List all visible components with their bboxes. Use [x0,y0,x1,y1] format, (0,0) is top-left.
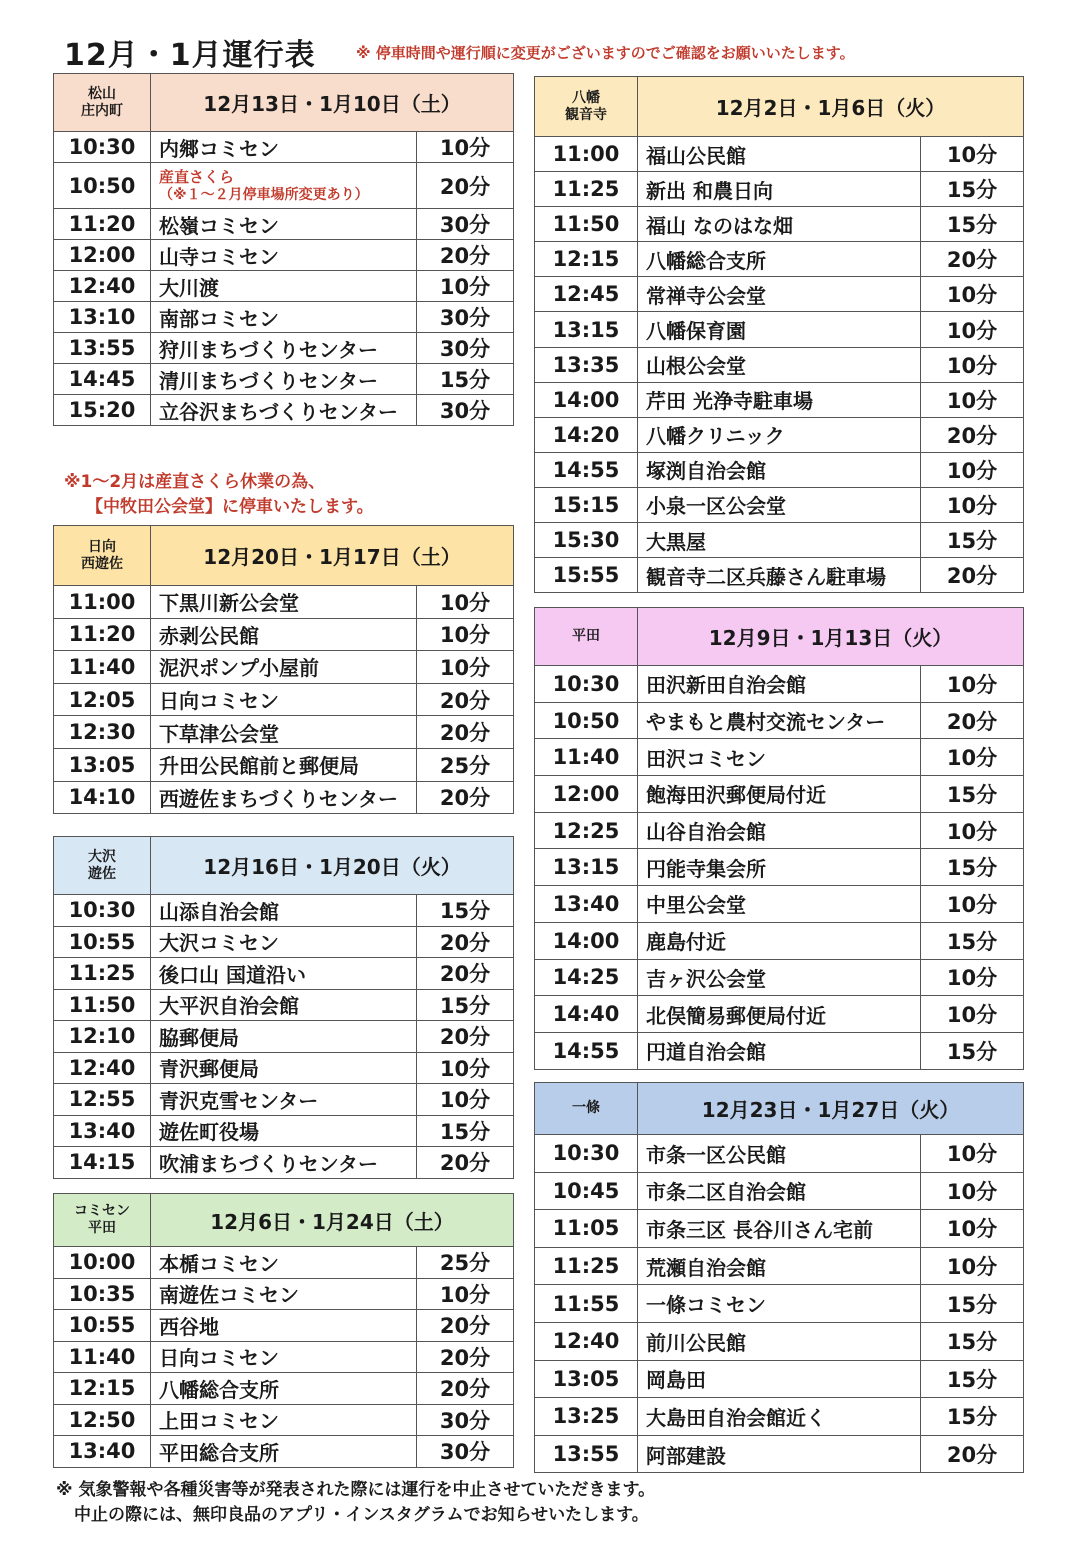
stop-duration: 20分 [417,683,514,716]
stop-duration: 20分 [921,417,1024,452]
stop-name: 観音寺二区兵藤さん駐車場 [638,558,921,593]
stop-time: 10:55 [54,926,151,958]
stop-row [54,895,514,927]
stop-duration: 15分 [417,364,514,395]
stop-row [535,959,1024,996]
stop-name: 一條コミセン [638,1285,921,1323]
stop-name: 遊佐町役場 [151,1115,417,1147]
stop-name [151,163,417,209]
route-dates: 12月9日・1月13日（火） [638,608,1024,666]
route-area-name: コミセン 平田 [54,1194,151,1247]
stop-duration: 15分 [417,895,514,927]
stop-row [535,1360,1024,1398]
stop-duration: 10分 [921,487,1024,522]
route-dates: 12月6日・1月24日（土） [151,1194,514,1247]
stop-name: 新出 和農日向 [638,172,921,207]
stop-row [54,748,514,781]
stop-duration: 10分 [417,271,514,302]
sakura-note-line1: ※1～2月は産直さくら休業の為、 [64,472,326,492]
stop-row [54,716,514,749]
stop-row [54,271,514,302]
stop-row [535,452,1024,487]
stop-time: 13:15 [535,849,638,886]
stop-time: 12:45 [535,277,638,312]
route-area-name: 松山 庄内町 [54,74,151,132]
route-area-name: 大沢 遊佐 [54,837,151,895]
stop-row [535,242,1024,277]
stop-duration: 20分 [921,558,1024,593]
stop-name: 八幡総合支所 [151,1373,417,1405]
stop-time: 13:05 [535,1360,638,1398]
stop-time: 13:25 [535,1398,638,1436]
stop-time: 15:55 [535,558,638,593]
stop-time: 10:30 [54,895,151,927]
stop-row [54,1341,514,1373]
stop-name-remark: （※１～２月停車場所変更あり） [159,186,369,203]
stop-name: 田沢新田自治会館 [638,666,921,703]
stop-duration: 15分 [921,207,1024,242]
stop-duration: 10分 [417,651,514,684]
route-header [54,74,514,132]
stop-row [535,1435,1024,1473]
route-table-yawata [534,76,1024,593]
stop-time: 13:40 [535,886,638,923]
route-area-name: 八幡 観音寺 [535,77,638,137]
stop-duration: 20分 [417,1147,514,1179]
stop-duration: 10分 [921,886,1024,923]
stop-name: 西谷地 [151,1310,417,1342]
stop-time: 11:25 [535,1247,638,1285]
stop-row [54,1021,514,1053]
stop-name: 大平沢自治会館 [151,989,417,1021]
stop-time: 14:00 [535,382,638,417]
stop-row [54,333,514,364]
route-header [535,77,1024,137]
route-area-name: 平田 [535,608,638,666]
stop-duration: 15分 [921,523,1024,558]
page-title: 12月・1月運行表 [64,38,316,73]
stop-time: 11:40 [54,1341,151,1373]
stop-duration: 15分 [921,849,1024,886]
stop-row [535,277,1024,312]
stop-row [54,989,514,1021]
stop-row [54,1247,514,1279]
stop-time: 11:50 [54,989,151,1021]
stop-time: 13:55 [535,1435,638,1473]
stop-time: 12:05 [54,683,151,716]
stop-name: 常禅寺公会堂 [638,277,921,312]
route-dates: 12月2日・1月6日（火） [638,77,1024,137]
stop-row [54,395,514,426]
stop-time: 14:55 [535,452,638,487]
stop-duration: 15分 [921,172,1024,207]
stop-time: 15:20 [54,395,151,426]
stop-name: 泥沢ポンプ小屋前 [151,651,417,684]
stop-time: 11:40 [535,739,638,776]
stop-duration: 20分 [417,163,514,209]
stop-row [535,347,1024,382]
route-area-name: 一條 [535,1083,638,1135]
stop-duration: 20分 [417,1310,514,1342]
stop-row [535,812,1024,849]
route-header [54,526,514,586]
stop-row [535,849,1024,886]
stop-time: 13:40 [54,1436,151,1468]
stop-name: 大島田自治会館近く [638,1398,921,1436]
stop-time: 11:05 [535,1210,638,1248]
stop-duration: 20分 [921,1435,1024,1473]
stop-name: 山根公会堂 [638,347,921,382]
stop-duration: 10分 [417,1084,514,1116]
stop-duration: 10分 [921,277,1024,312]
stop-row [54,1147,514,1179]
stop-row [54,683,514,716]
stop-duration: 15分 [921,1032,1024,1069]
route-dates: 12月13日・1月10日（土） [151,74,514,132]
stop-row [54,364,514,395]
stop-row [535,1322,1024,1360]
stop-name: 平田総合支所 [151,1436,417,1468]
stop-name: 下草津公会堂 [151,716,417,749]
stop-row [535,558,1024,593]
stop-time: 12:55 [54,1084,151,1116]
stop-row [535,1247,1024,1285]
stop-row [54,1373,514,1405]
stop-row [535,523,1024,558]
stop-row [535,1210,1024,1248]
stop-duration: 15分 [921,922,1024,959]
stop-duration: 10分 [921,347,1024,382]
stop-duration: 10分 [417,132,514,163]
stop-duration: 10分 [417,618,514,651]
stop-name: 日向コミセン [151,1341,417,1373]
stop-row [535,137,1024,172]
stop-duration: 25分 [417,1247,514,1279]
stop-duration: 30分 [417,1436,514,1468]
stop-duration: 20分 [921,242,1024,277]
stop-name-main: 産直さくら [159,167,235,186]
stop-name: 狩川まちづくりセンター [151,333,417,364]
stop-time: 11:00 [54,586,151,619]
stop-name: 北俣簡易郵便局付近 [638,996,921,1033]
stop-name: 市条一区公民館 [638,1135,921,1173]
stop-duration: 15分 [921,1398,1024,1436]
stop-name: 鹿島付近 [638,922,921,959]
stop-time: 14:45 [54,364,151,395]
stop-duration: 10分 [921,666,1024,703]
stop-duration: 10分 [921,1172,1024,1210]
stop-time: 12:50 [54,1404,151,1436]
stop-name: 青沢郵便局 [151,1052,417,1084]
stop-time: 12:15 [54,1373,151,1405]
stop-row [535,886,1024,923]
stop-duration: 15分 [921,1285,1024,1323]
route-table-komisen [53,1193,514,1468]
stop-duration: 10分 [417,586,514,619]
stop-row [54,1404,514,1436]
stop-name: 日向コミセン [151,683,417,716]
stop-name: 吹浦まちづくりセンター [151,1147,417,1179]
stop-time: 12:40 [54,271,151,302]
stop-row [54,1278,514,1310]
stop-row [54,1084,514,1116]
stop-name: 小泉一区公会堂 [638,487,921,522]
stop-name: 八幡保育園 [638,312,921,347]
stop-time: 11:50 [535,207,638,242]
stop-time: 13:40 [54,1115,151,1147]
stop-time: 11:25 [535,172,638,207]
stop-row [535,1285,1024,1323]
stop-name: 清川まちづくりセンター [151,364,417,395]
stop-time: 10:50 [54,163,151,209]
route-dates: 12月20日・1月17日（土） [151,526,514,586]
stop-time: 11:55 [535,1285,638,1323]
stop-name: 西遊佐まちづくりセンター [151,781,417,814]
stop-time: 14:25 [535,959,638,996]
route-table-hirata [534,607,1024,1070]
stop-name: 下黒川新公会堂 [151,586,417,619]
stop-row [535,1135,1024,1173]
stop-name: 山添自治会館 [151,895,417,927]
stop-time: 14:00 [535,922,638,959]
stop-time: 12:10 [54,1021,151,1053]
stop-duration: 30分 [417,333,514,364]
sakura-closure-note [64,470,374,520]
stop-duration: 30分 [417,1404,514,1436]
stop-name: 本楯コミセン [151,1247,417,1279]
stop-row [54,1052,514,1084]
stop-name: 飽海田沢郵便局付近 [638,776,921,813]
stop-name: 南部コミセン [151,302,417,333]
stop-row [54,651,514,684]
stop-duration: 10分 [417,1278,514,1310]
stop-name: 荒瀬自治会館 [638,1247,921,1285]
stop-name: 吉ヶ沢公会堂 [638,959,921,996]
stop-time: 13:55 [54,333,151,364]
stop-name: 内郷コミセン [151,132,417,163]
stop-name: 立谷沢まちづくりセンター [151,395,417,426]
stop-duration: 10分 [417,1052,514,1084]
stop-name: 福山 なのはな畑 [638,207,921,242]
stop-row [54,781,514,814]
route-table-matsuyama [53,73,514,426]
stop-duration: 30分 [417,302,514,333]
stop-time: 10:45 [535,1172,638,1210]
stop-row [535,922,1024,959]
route-table-ozawa [53,836,514,1179]
stop-name: 後口山 国道沿い [151,958,417,990]
stop-time: 13:35 [535,347,638,382]
stop-name: 山谷自治会館 [638,812,921,849]
stop-row [535,172,1024,207]
stop-name: 阿部建設 [638,1435,921,1473]
stop-time: 12:40 [535,1322,638,1360]
stop-name: 市条二区自治会館 [638,1172,921,1210]
stop-time: 14:55 [535,1032,638,1069]
stop-row [535,702,1024,739]
sakura-note-line2: 【中牧田公会堂】に停車いたします。 [86,497,374,517]
stop-duration: 15分 [921,776,1024,813]
stop-time: 12:40 [54,1052,151,1084]
stop-time: 10:30 [54,132,151,163]
stop-name: 八幡総合支所 [638,242,921,277]
footer-line2: 中止の際には、無印良品のアプリ・インスタグラムでお知らせいたします。 [74,1505,649,1525]
stop-row [54,1310,514,1342]
stop-time: 15:15 [535,487,638,522]
stop-name: 田沢コミセン [638,739,921,776]
route-dates: 12月23日・1月27日（火） [638,1083,1024,1135]
stop-duration: 20分 [417,926,514,958]
stop-time: 11:40 [54,651,151,684]
stop-time: 11:25 [54,958,151,990]
stop-name: やまもと農村交流センター [638,702,921,739]
route-header [535,1083,1024,1135]
stop-time: 12:15 [535,242,638,277]
stop-duration: 10分 [921,1247,1024,1285]
stop-duration: 20分 [417,240,514,271]
stop-name: 市条三区 長谷川さん宅前 [638,1210,921,1248]
stop-row [535,996,1024,1033]
stop-row [535,666,1024,703]
stop-time: 12:25 [535,812,638,849]
stop-duration: 15分 [417,989,514,1021]
stop-time: 12:00 [535,776,638,813]
stop-row [54,586,514,619]
stop-row [54,163,514,209]
stop-time: 13:10 [54,302,151,333]
stop-duration: 10分 [921,959,1024,996]
stop-time: 11:20 [54,618,151,651]
stop-row [54,1436,514,1468]
stop-duration: 10分 [921,137,1024,172]
stop-name: 松嶺コミセン [151,209,417,240]
stop-time: 13:05 [54,748,151,781]
stop-duration: 10分 [921,812,1024,849]
stop-row [54,618,514,651]
stop-duration: 20分 [417,1341,514,1373]
stop-name: 脇郵便局 [151,1021,417,1053]
stop-time: 11:20 [54,209,151,240]
stop-row [54,302,514,333]
route-header [54,1194,514,1247]
stop-time: 14:40 [535,996,638,1033]
stop-name: 青沢克雪センター [151,1084,417,1116]
stop-name: 八幡クリニック [638,417,921,452]
stop-name: 中里公会堂 [638,886,921,923]
stop-time: 14:10 [54,781,151,814]
schedule-change-notice: ※ 停車時間や運行順に変更がございますのでご確認をお願いいたします。 [356,44,855,62]
stop-duration: 30分 [417,209,514,240]
stop-name: 前川公民館 [638,1322,921,1360]
stop-row [535,739,1024,776]
stop-name: 芹田 光浄寺駐車場 [638,382,921,417]
stop-row [535,1398,1024,1436]
stop-duration: 10分 [921,312,1024,347]
stop-name: 円能寺集会所 [638,849,921,886]
stop-row [535,1172,1024,1210]
stop-row [54,132,514,163]
route-dates: 12月16日・1月20日（火） [151,837,514,895]
stop-duration: 10分 [921,1210,1024,1248]
stop-time: 11:00 [535,137,638,172]
stop-time: 10:50 [535,702,638,739]
stop-duration: 20分 [417,958,514,990]
stop-row [535,487,1024,522]
stop-time: 10:00 [54,1247,151,1279]
route-table-hinata [53,525,514,814]
stop-time: 13:15 [535,312,638,347]
stop-name: 升田公民館前と郵便局 [151,748,417,781]
stop-time: 12:00 [54,240,151,271]
route-header [54,837,514,895]
stop-name: 南遊佐コミセン [151,1278,417,1310]
stop-time: 14:20 [535,417,638,452]
stop-row [535,312,1024,347]
stop-time: 12:30 [54,716,151,749]
stop-time: 14:15 [54,1147,151,1179]
stop-duration: 15分 [921,1322,1024,1360]
stop-time: 10:30 [535,666,638,703]
stop-duration: 25分 [417,748,514,781]
stop-duration: 20分 [417,781,514,814]
stop-duration: 20分 [417,1021,514,1053]
stop-row [54,209,514,240]
stop-name: 塚渕自治会館 [638,452,921,487]
stop-row [535,382,1024,417]
stop-duration: 15分 [417,1115,514,1147]
stop-name: 大川渡 [151,271,417,302]
stop-row [535,776,1024,813]
stop-duration: 10分 [921,739,1024,776]
stop-time: 10:30 [535,1135,638,1173]
stop-name: 山寺コミセン [151,240,417,271]
route-table-ichijo [534,1082,1024,1473]
stop-row [54,1115,514,1147]
stop-name: 福山公民館 [638,137,921,172]
stop-duration: 20分 [417,716,514,749]
stop-name: 大黒屋 [638,523,921,558]
stop-time: 10:55 [54,1310,151,1342]
stop-row [535,1032,1024,1069]
footer-note [56,1478,655,1528]
stop-duration: 20分 [417,1373,514,1405]
stop-duration: 15分 [921,1360,1024,1398]
stop-time: 10:35 [54,1278,151,1310]
stop-duration: 20分 [921,702,1024,739]
stop-name: 岡島田 [638,1360,921,1398]
stop-name: 円道自治会館 [638,1032,921,1069]
stop-row [54,958,514,990]
route-area-name: 日向 西遊佐 [54,526,151,586]
stop-name: 赤剥公民館 [151,618,417,651]
stop-duration: 10分 [921,996,1024,1033]
stop-duration: 10分 [921,452,1024,487]
stop-time: 15:30 [535,523,638,558]
stop-row [54,240,514,271]
stop-duration: 10分 [921,1135,1024,1173]
stop-row [535,417,1024,452]
stop-row [54,926,514,958]
stop-duration: 10分 [921,382,1024,417]
stop-name: 大沢コミセン [151,926,417,958]
stop-duration: 30分 [417,395,514,426]
route-header [535,608,1024,666]
stop-row [535,207,1024,242]
footer-line1: ※ 気象警報や各種災害等が発表された際には運行を中止させていただきます。 [56,1480,656,1500]
stop-name: 上田コミセン [151,1404,417,1436]
